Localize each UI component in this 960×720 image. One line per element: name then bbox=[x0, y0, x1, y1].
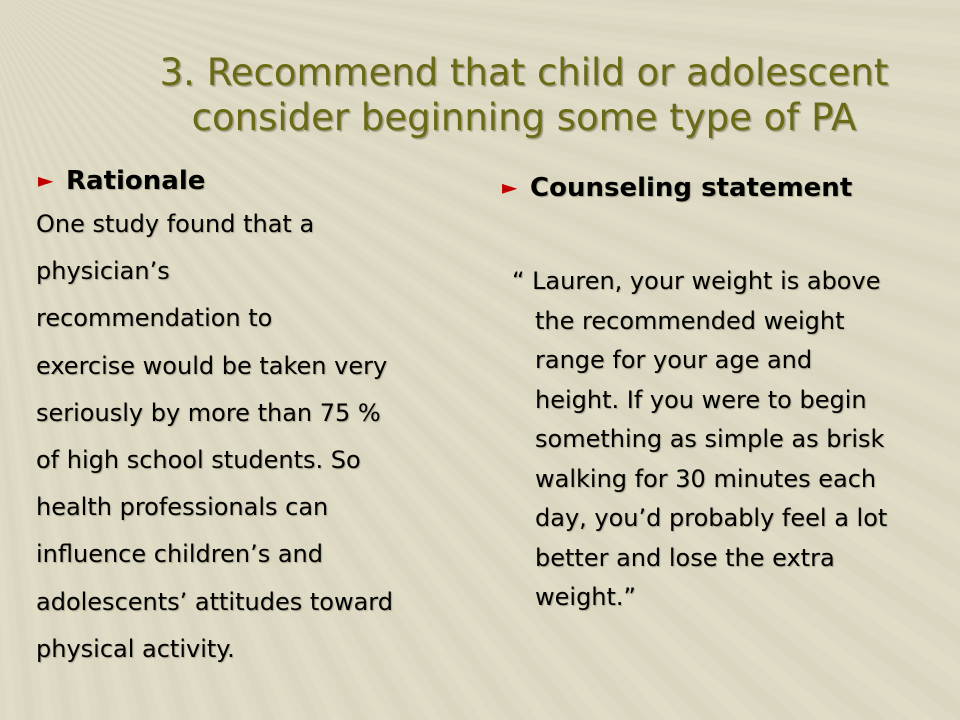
rationale-line: of high school students. So bbox=[36, 445, 361, 474]
slide-title-line: consider beginning some type of PA bbox=[191, 96, 857, 139]
slide-title bbox=[110, 50, 938, 140]
rationale-line: physician’s bbox=[36, 257, 170, 286]
counseling-heading-label: Counseling statement bbox=[530, 173, 853, 203]
quote-line: something as simple as brisk bbox=[535, 425, 885, 453]
rationale-line: recommendation to bbox=[36, 304, 273, 333]
arrow-right-triangle-icon: ► bbox=[38, 168, 54, 192]
rationale-line: physical activity. bbox=[36, 634, 235, 663]
quote-line: “ Lauren, your weight is above bbox=[512, 267, 881, 295]
rationale-heading bbox=[38, 163, 205, 198]
counseling-quote bbox=[512, 262, 887, 618]
quote-line: the recommended weight bbox=[535, 306, 845, 335]
counseling-heading bbox=[502, 170, 852, 205]
arrow-right-triangle-icon: ► bbox=[502, 175, 518, 199]
rationale-heading-label: Rationale bbox=[66, 166, 206, 196]
rationale-line: influence children’s and bbox=[36, 540, 323, 569]
rationale-body bbox=[36, 206, 393, 678]
quote-line: weight.” bbox=[535, 583, 636, 611]
slide-title-line: 3. Recommend that child or adolescent bbox=[159, 51, 889, 94]
quote-line: range for your age and bbox=[535, 346, 813, 374]
quote-line: better and lose the extra bbox=[535, 543, 835, 572]
quote-line: day, you’d probably feel a lot bbox=[535, 504, 888, 532]
quote-line: height. If you were to begin bbox=[535, 385, 867, 414]
quote-line: walking for 30 minutes each bbox=[535, 464, 877, 493]
rationale-line: One study found that a bbox=[36, 210, 315, 238]
rationale-line: exercise would be taken very bbox=[36, 351, 388, 380]
rationale-line: health professionals can bbox=[36, 493, 329, 522]
rationale-line: seriously by more than 75 % bbox=[36, 398, 381, 427]
rationale-line: adolescents’ attitudes toward bbox=[36, 587, 393, 616]
